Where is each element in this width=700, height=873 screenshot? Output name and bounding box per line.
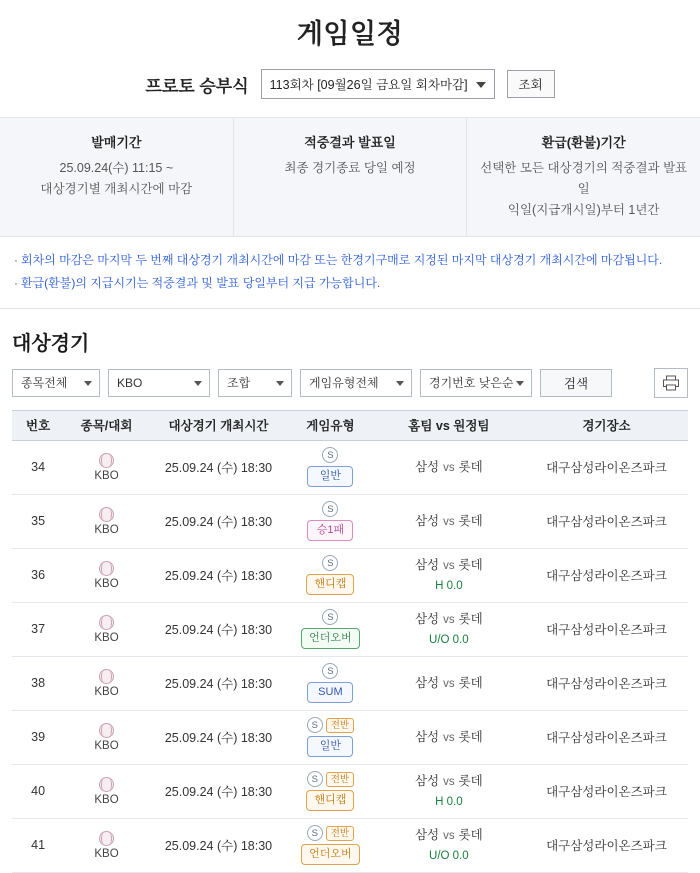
cell-time: 25.09.24 (수) 18:30	[149, 818, 288, 872]
filter-combo-select[interactable]	[218, 369, 292, 397]
gametype-badge: 언더오버	[301, 628, 360, 649]
info-sale-period-line2: 대상경기별 개최시간에 마감	[40, 182, 193, 197]
th-place: 경기장소	[525, 410, 688, 440]
cell-teams	[373, 764, 525, 818]
table-row[interactable]	[12, 440, 688, 494]
table-row[interactable]	[12, 548, 688, 602]
vs-label: vs	[443, 731, 455, 744]
bullet-icon: ·	[14, 275, 18, 290]
home-team: 삼성	[414, 557, 440, 572]
table-body	[12, 440, 688, 872]
table-row[interactable]	[12, 710, 688, 764]
info-result-date-line1: 최종 경기종료 당일 예정	[284, 161, 416, 176]
cell-no: 36	[12, 548, 64, 602]
baseball-icon	[99, 723, 114, 738]
gametype-badge: 일반	[307, 466, 353, 487]
cell-teams	[373, 710, 525, 764]
cell-place: 대구삼성라이온즈파크	[525, 494, 688, 548]
away-team: 롯데	[458, 729, 483, 744]
page-title: 게임일정	[296, 19, 404, 49]
filter-bar	[0, 366, 700, 410]
cell-category	[64, 548, 149, 602]
league-label: KBO	[94, 847, 119, 860]
filter-gametype-select[interactable]	[300, 369, 412, 397]
handicap-value: U/O 0.0	[429, 634, 469, 647]
stage-chip: S	[307, 771, 323, 787]
cell-gametype	[288, 818, 373, 872]
cell-teams	[373, 656, 525, 710]
cell-place: 대구삼성라이온즈파크	[525, 764, 688, 818]
info-refund-period-line2: 익일(지급개시일)부터 1년간	[507, 202, 660, 217]
notice-list	[0, 237, 700, 308]
vs-label: vs	[443, 613, 455, 626]
away-team: 롯데	[458, 773, 483, 788]
notice-text: 회차의 마감은 마지막 두 번째 대상경기 개최시간에 마감 또는 한경기구매로 지정된 마지막 대상경기 개최시간에 마감됩니다.	[21, 253, 663, 268]
table-row[interactable]	[12, 602, 688, 656]
cell-place: 대구삼성라이온즈파크	[525, 602, 688, 656]
baseball-icon	[99, 507, 114, 522]
baseball-icon	[99, 831, 114, 846]
cell-teams	[373, 548, 525, 602]
league-label: KBO	[94, 685, 119, 698]
section-title: 대상경기	[12, 332, 90, 355]
baseball-icon	[99, 777, 114, 792]
cell-time: 25.09.24 (수) 18:30	[149, 548, 288, 602]
info-sale-period-line1: 25.09.24(수) 11:15 ~	[59, 161, 174, 176]
notice-item	[14, 249, 686, 271]
cell-place: 대구삼성라이온즈파크	[525, 818, 688, 872]
cell-category	[64, 764, 149, 818]
cell-category	[64, 818, 149, 872]
cell-no: 38	[12, 656, 64, 710]
round-selector-row	[0, 65, 700, 117]
filter-sort-select[interactable]	[420, 369, 532, 397]
half-tag: 전반	[326, 826, 354, 841]
th-teams: 홈팀 vs 원정팀	[373, 410, 525, 440]
search-button[interactable]: 검색	[540, 369, 612, 397]
away-team: 롯데	[458, 827, 483, 842]
chevron-down-icon	[194, 381, 202, 386]
table-row[interactable]	[12, 494, 688, 548]
baseball-icon	[99, 453, 114, 468]
league-label: KBO	[94, 793, 119, 806]
cell-time: 25.09.24 (수) 18:30	[149, 602, 288, 656]
away-team: 롯데	[458, 557, 483, 572]
table-row[interactable]	[12, 764, 688, 818]
cell-no: 35	[12, 494, 64, 548]
cell-gametype	[288, 764, 373, 818]
chevron-down-icon	[516, 381, 524, 386]
away-team: 롯데	[458, 675, 483, 690]
gametype-badge: 일반	[307, 736, 353, 757]
cell-category	[64, 494, 149, 548]
info-band	[0, 117, 700, 237]
filter-gametype-value: 게임유형전체	[309, 376, 379, 391]
vs-label: vs	[443, 677, 455, 690]
home-team: 삼성	[414, 513, 440, 528]
cell-category	[64, 602, 149, 656]
chevron-down-icon	[476, 82, 486, 88]
stage-chip: S	[322, 555, 338, 571]
cell-category	[64, 440, 149, 494]
chevron-down-icon	[276, 381, 284, 386]
handicap-value: H 0.0	[435, 580, 463, 593]
table-header-row	[12, 410, 688, 440]
baseball-icon	[99, 615, 114, 630]
league-label: KBO	[94, 523, 119, 536]
home-team: 삼성	[414, 827, 440, 842]
bullet-icon: ·	[14, 253, 18, 268]
cell-place: 대구삼성라이온즈파크	[525, 710, 688, 764]
league-label: KBO	[94, 631, 119, 644]
home-team: 삼성	[414, 773, 440, 788]
stage-chip: S	[307, 717, 323, 733]
cell-gametype	[288, 656, 373, 710]
half-tag: 전반	[326, 718, 354, 733]
gametype-badge: 핸디캡	[306, 790, 354, 811]
handicap-value: H 0.0	[435, 796, 463, 809]
th-no: 번호	[12, 410, 64, 440]
schedule-table	[12, 410, 688, 873]
info-result-date-title: 적중결과 발표일	[304, 135, 396, 150]
filter-league-select[interactable]	[108, 369, 210, 397]
home-team: 삼성	[414, 459, 440, 474]
away-team: 롯데	[458, 459, 483, 474]
cell-time: 25.09.24 (수) 18:30	[149, 494, 288, 548]
info-refund-period-title: 환급(환불)기간	[541, 135, 626, 150]
cell-place: 대구삼성라이온즈파크	[525, 440, 688, 494]
cell-time: 25.09.24 (수) 18:30	[149, 710, 288, 764]
cell-place: 대구삼성라이온즈파크	[525, 548, 688, 602]
cell-time: 25.09.24 (수) 18:30	[149, 764, 288, 818]
gametype-badge: 언더오버	[301, 844, 360, 865]
cell-category	[64, 710, 149, 764]
away-team: 롯데	[458, 611, 483, 626]
info-sale-period	[0, 118, 233, 236]
round-select[interactable]	[261, 69, 495, 99]
table-row[interactable]	[12, 818, 688, 872]
chevron-down-icon	[84, 381, 92, 386]
notice-text: 환급(환불)의 지급시기는 적중결과 및 발표 당일부터 지급 가능합니다.	[21, 275, 381, 290]
stage-chip: S	[322, 447, 338, 463]
info-refund-period-line1: 선택한 모든 대상경기의 적중결과 발표일	[480, 161, 688, 197]
cell-category	[64, 656, 149, 710]
vs-label: vs	[443, 775, 455, 788]
cell-gametype	[288, 548, 373, 602]
filter-combo-value: 조합	[227, 376, 251, 391]
baseball-icon	[99, 561, 114, 576]
info-result-date	[233, 118, 467, 236]
stage-chip: S	[322, 663, 338, 679]
stage-chip: S	[322, 609, 338, 625]
cell-no: 40	[12, 764, 64, 818]
cell-teams	[373, 602, 525, 656]
cell-teams	[373, 440, 525, 494]
filter-sport-select[interactable]	[12, 369, 100, 397]
cell-time: 25.09.24 (수) 18:30	[149, 440, 288, 494]
home-team: 삼성	[414, 729, 440, 744]
cell-gametype	[288, 494, 373, 548]
gametype-badge: SUM	[307, 682, 353, 703]
cell-gametype	[288, 710, 373, 764]
half-tag: 전반	[326, 772, 354, 787]
cell-teams	[373, 494, 525, 548]
vs-label: vs	[443, 559, 455, 572]
cell-no: 34	[12, 440, 64, 494]
th-category: 종목/대회	[64, 410, 149, 440]
handicap-value: U/O 0.0	[429, 850, 469, 863]
away-team: 롯데	[458, 513, 483, 528]
print-button[interactable]	[654, 368, 688, 398]
cell-no: 41	[12, 818, 64, 872]
cell-no: 37	[12, 602, 64, 656]
vs-label: vs	[443, 515, 455, 528]
cell-gametype	[288, 602, 373, 656]
lookup-button[interactable]: 조회	[507, 70, 555, 98]
filter-sport-value: 종목전체	[21, 376, 68, 391]
stage-chip: S	[322, 501, 338, 517]
stage-chip: S	[307, 825, 323, 841]
cell-no: 39	[12, 710, 64, 764]
gametype-badge: 승1패	[307, 520, 353, 541]
cell-place: 대구삼성라이온즈파크	[525, 656, 688, 710]
round-select-value: 113회차 [09월26일 금요일 회차마감]	[269, 78, 468, 92]
cell-teams	[373, 818, 525, 872]
league-label: KBO	[94, 469, 119, 482]
vs-label: vs	[443, 829, 455, 842]
filter-sort-value: 경기번호 낮은순	[429, 376, 514, 391]
home-team: 삼성	[414, 611, 440, 626]
league-label: KBO	[94, 577, 119, 590]
vs-label: vs	[443, 461, 455, 474]
th-gametype: 게임유형	[288, 410, 373, 440]
printer-icon	[662, 375, 680, 391]
info-refund-period	[466, 118, 700, 236]
chevron-down-icon	[396, 381, 404, 386]
notice-item	[14, 272, 686, 294]
cell-gametype	[288, 440, 373, 494]
cell-time: 25.09.24 (수) 18:30	[149, 656, 288, 710]
baseball-icon	[99, 669, 114, 684]
league-label: KBO	[94, 739, 119, 752]
betting-type-label: 프로토 승부식	[145, 76, 249, 96]
home-team: 삼성	[414, 675, 440, 690]
table-row[interactable]	[12, 656, 688, 710]
gametype-badge: 핸디캡	[306, 574, 354, 595]
filter-league-value: KBO	[117, 375, 143, 390]
th-time: 대상경기 개최시간	[149, 410, 288, 440]
info-sale-period-title: 발매기간	[91, 135, 142, 150]
